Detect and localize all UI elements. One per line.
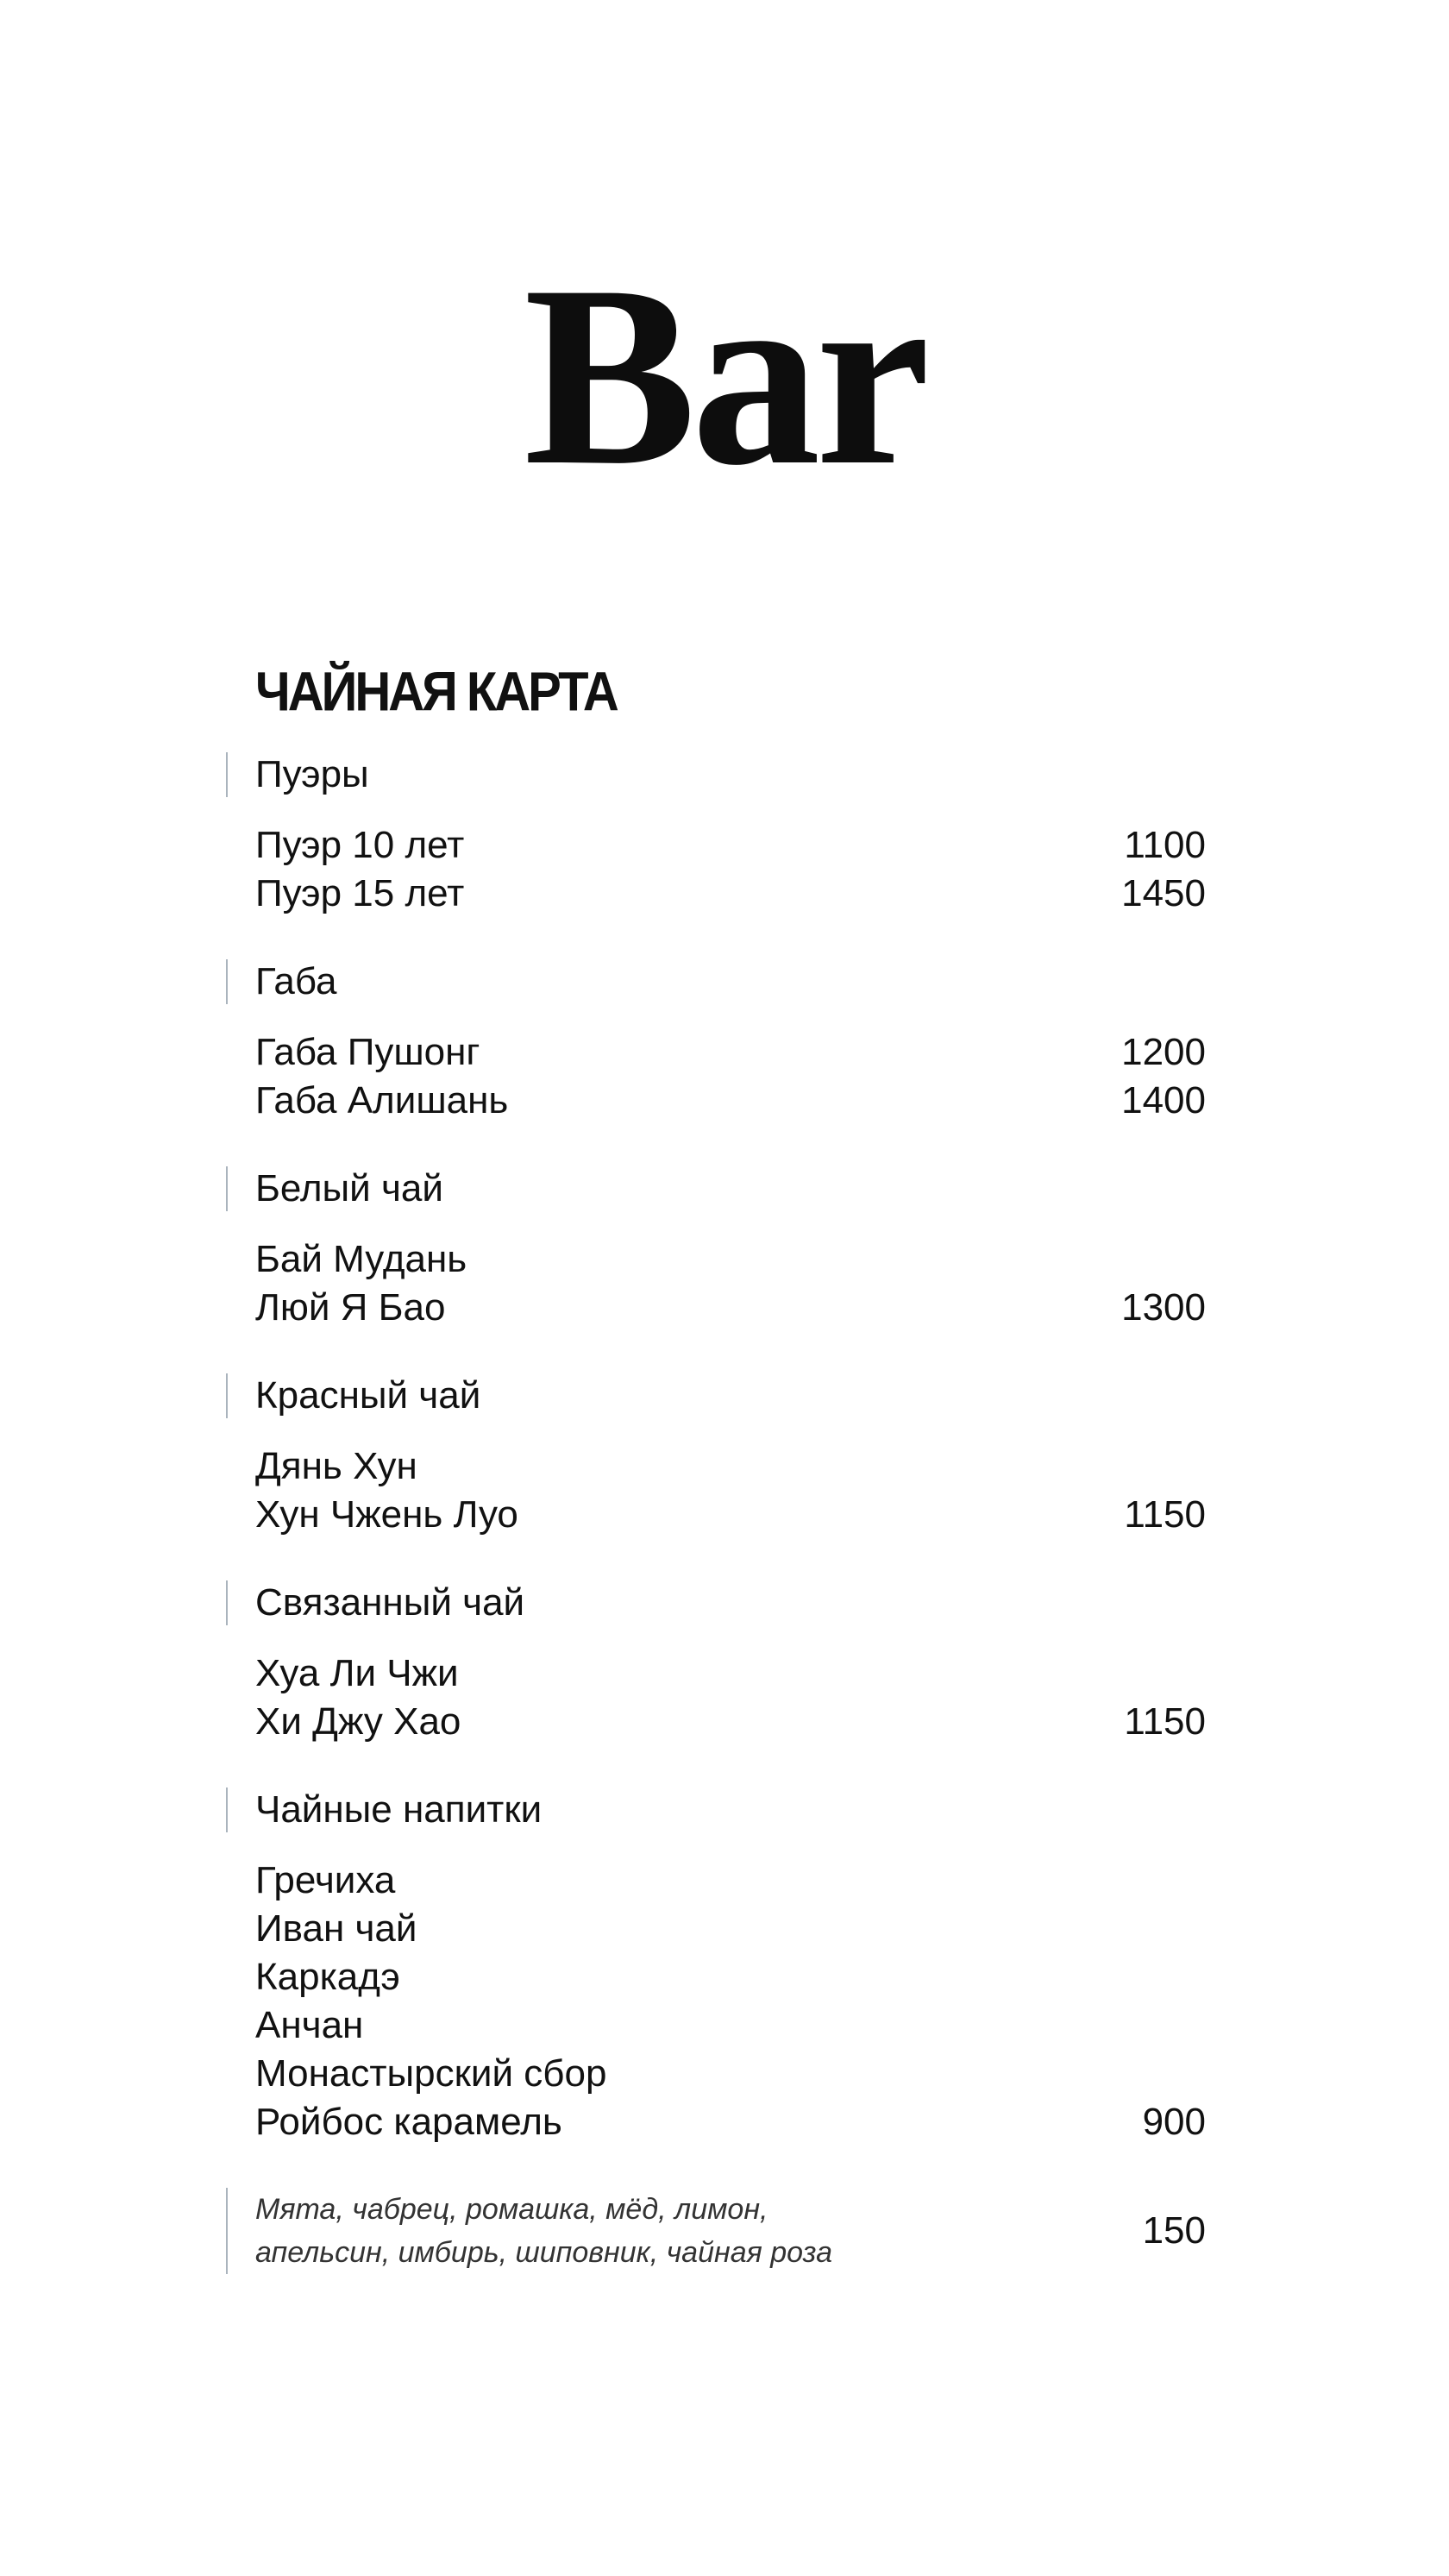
item-price: 1200 — [1121, 1031, 1206, 1073]
addons-note — [226, 2188, 1206, 2274]
menu-group-bound-tea — [226, 1580, 1206, 1746]
section-title: ЧАЙНАЯ КАРТА — [255, 661, 617, 723]
item-name: Иван чай — [255, 1907, 417, 1950]
item-name: Анчан — [255, 2004, 364, 2046]
item-price: 1300 — [1121, 1286, 1206, 1329]
item-name: Хун Чжень Луо — [255, 1493, 518, 1536]
item-price: 1100 — [1124, 824, 1206, 866]
menu-item — [226, 1491, 1206, 1539]
group-heading: Габа — [226, 959, 1206, 1004]
item-name: Габа Пушонг — [255, 1031, 480, 1073]
item-price: 1400 — [1121, 1079, 1206, 1122]
item-name: Каркадэ — [255, 1956, 400, 1998]
menu-item — [226, 2001, 1206, 2050]
menu-item — [226, 1649, 1206, 1698]
group-heading: Белый чай — [226, 1166, 1206, 1211]
item-name: Люй Я Бао — [255, 1286, 446, 1329]
addons-line-2: апельсин, имбирь, шиповник, чайная роза — [255, 2236, 832, 2269]
menu-item — [226, 2098, 1206, 2146]
group-heading: Чайные напитки — [226, 1787, 1206, 1832]
menu-item — [226, 1077, 1206, 1125]
item-name: Хи Джу Хао — [255, 1700, 461, 1743]
menu-item — [226, 1905, 1206, 1953]
menu-item — [226, 870, 1206, 918]
item-name: Гречиха — [255, 1859, 396, 1901]
item-price: 1150 — [1124, 1700, 1206, 1743]
menu-item — [226, 1857, 1206, 1905]
addons-list — [255, 2188, 832, 2274]
menu-item — [226, 1235, 1206, 1284]
item-name: Монастырский сбор — [255, 2052, 607, 2095]
group-heading: Пуэры — [226, 752, 1206, 797]
item-name: Габа Алишань — [255, 1079, 509, 1122]
menu-content — [226, 752, 1206, 2274]
menu-item — [226, 1698, 1206, 1746]
menu-item — [226, 821, 1206, 870]
group-heading: Красный чай — [226, 1373, 1206, 1418]
menu-item — [226, 1953, 1206, 2001]
item-price: 1150 — [1124, 1493, 1206, 1536]
item-name: Пуэр 15 лет — [255, 872, 465, 914]
menu-group-gaba — [226, 959, 1206, 1125]
item-price: 900 — [1142, 2101, 1206, 2143]
item-name: Пуэр 10 лет — [255, 824, 465, 866]
menu-item — [226, 1284, 1206, 1332]
group-heading: Связанный чай — [226, 1580, 1206, 1625]
item-name: Ройбос карамель — [255, 2101, 562, 2143]
menu-group-white-tea — [226, 1166, 1206, 1332]
item-name: Бай Мудань — [255, 1238, 467, 1280]
menu-item — [226, 1028, 1206, 1077]
addons-line-1: Мята, чабрец, ромашка, мёд, лимон, — [255, 2193, 768, 2226]
menu-item — [226, 2050, 1206, 2098]
page-title: Bar — [524, 232, 925, 518]
item-name: Дянь Хун — [255, 1445, 417, 1487]
menu-item — [226, 1442, 1206, 1491]
item-name: Хуа Ли Чжи — [255, 1652, 459, 1694]
item-price: 1450 — [1121, 872, 1206, 914]
addons-price: 150 — [1142, 2209, 1206, 2252]
menu-group-tea-drinks — [226, 1787, 1206, 2146]
menu-group-red-tea — [226, 1373, 1206, 1539]
menu-group-puer — [226, 752, 1206, 918]
